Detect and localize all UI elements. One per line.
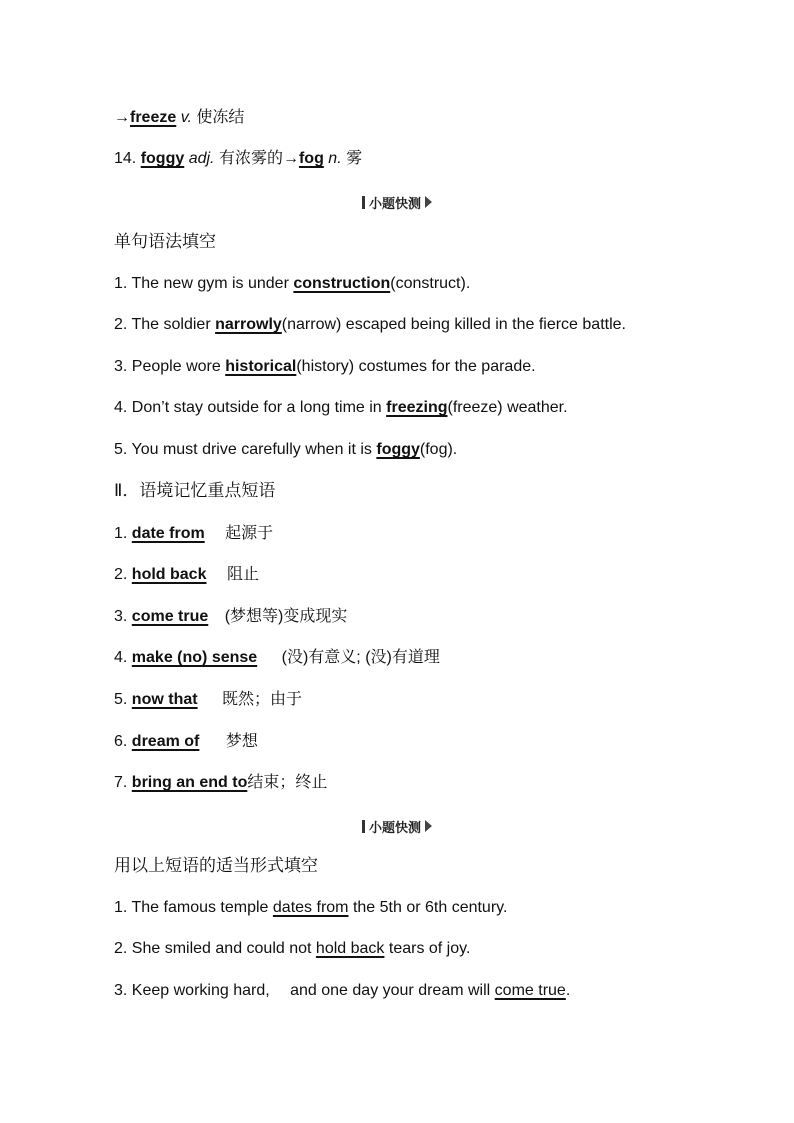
sentence-before: You must drive carefully when it is xyxy=(131,441,372,458)
quiz-tag xyxy=(357,817,437,835)
item-number: 2. xyxy=(114,316,128,333)
phrase: bring an end to xyxy=(131,774,248,791)
vocab-word: freeze xyxy=(130,109,177,126)
sentence-before: People wore xyxy=(131,358,221,375)
answer: dates from xyxy=(272,899,349,916)
item-number: 7. xyxy=(114,774,128,791)
item-number: 4. xyxy=(114,649,128,666)
item-number: 2. xyxy=(114,940,128,957)
phrase: hold back xyxy=(131,566,207,583)
answer: historical xyxy=(225,358,297,375)
phrases-heading: Ⅱ．语境记忆重点短语 xyxy=(114,481,276,500)
answer: foggy xyxy=(376,441,420,458)
vocab-line-freeze xyxy=(114,107,244,129)
phrase-item xyxy=(114,564,259,586)
answer: construction xyxy=(293,275,391,292)
phrase: make (no) sense xyxy=(131,649,258,666)
phrase-item xyxy=(114,647,440,669)
fill-heading: 用以上短语的适当形式填空 xyxy=(114,856,318,875)
tag-bar-icon xyxy=(362,196,365,209)
triangle-right-icon xyxy=(425,820,432,832)
grammar-item xyxy=(114,397,568,419)
phrase-item xyxy=(114,689,302,711)
grammar-item xyxy=(114,439,457,461)
item-number: 1. xyxy=(114,275,128,292)
phrase-item xyxy=(114,731,258,753)
phrase: dream of xyxy=(131,733,200,750)
sentence-after: the 5th or 6th century. xyxy=(352,899,508,916)
sentence-after: . xyxy=(565,982,571,999)
sentence-after: (fog). xyxy=(419,441,458,458)
item-number: 1. xyxy=(114,899,128,916)
item-number: 14. xyxy=(114,150,137,167)
sentence-before: The soldier xyxy=(131,316,211,333)
phrase: date from xyxy=(131,525,205,542)
tag-bar-icon xyxy=(362,820,365,833)
phrase-meaning: 既然；由于 xyxy=(222,691,303,708)
quiz-tag-label: 小题快测 xyxy=(368,195,421,211)
phrase-meaning: 梦想 xyxy=(225,733,258,750)
answer: freezing xyxy=(386,399,448,416)
item-number: 3. xyxy=(114,358,128,375)
phrase-item xyxy=(114,606,347,628)
vocab-line-foggy xyxy=(114,148,362,170)
vocab-word: foggy xyxy=(140,150,185,167)
item-number: 3. xyxy=(114,608,128,625)
sentence-after: (construct). xyxy=(390,275,471,292)
vocab-meaning: 有浓雾的 xyxy=(218,150,283,167)
sentence-after: tears of joy. xyxy=(388,940,471,957)
sentence-before: She smiled and could not xyxy=(131,940,312,957)
arrow: → xyxy=(282,150,299,167)
grammar-item xyxy=(114,273,470,295)
sentence-middle: and one day your dream will xyxy=(290,982,491,999)
sentence-after: (narrow) escaped being killed in the fierce battle. xyxy=(281,316,626,333)
phrase: now that xyxy=(131,691,198,708)
sentence-before: Don’t stay outside for a long time in xyxy=(131,399,382,416)
grammar-heading: 单句语法填空 xyxy=(114,232,216,251)
triangle-right-icon xyxy=(425,196,432,208)
phrase-item xyxy=(114,523,273,545)
fill-item xyxy=(114,980,570,1002)
sentence-after: (history) costumes for the parade. xyxy=(296,358,536,375)
grammar-item xyxy=(114,356,536,378)
part-of-speech-derived: n. xyxy=(328,150,342,167)
vocab-word-derived: fog xyxy=(298,150,324,167)
item-number: 3. xyxy=(114,982,128,999)
item-number: 6. xyxy=(114,733,128,750)
sentence-before: The famous temple xyxy=(131,899,269,916)
quiz-tag xyxy=(357,193,437,211)
vocab-meaning-derived: 雾 xyxy=(346,150,363,167)
grammar-item xyxy=(114,314,626,336)
answer: come true xyxy=(494,982,566,999)
part-of-speech: v. xyxy=(180,109,192,126)
fill-item xyxy=(114,938,470,960)
item-number: 5. xyxy=(114,691,128,708)
phrase-meaning: 阻止 xyxy=(226,566,259,583)
vocab-meaning: 使冻结 xyxy=(196,109,245,126)
phrase-meaning: (没)有意义; (没)有道理 xyxy=(281,649,440,666)
sentence-before: Keep working hard, xyxy=(131,982,270,999)
sentence-before: The new gym is under xyxy=(131,275,289,292)
answer: narrowly xyxy=(215,316,282,333)
phrase-meaning: 起源于 xyxy=(225,525,274,542)
item-number: 4. xyxy=(114,399,128,416)
part-of-speech: adj. xyxy=(188,150,215,167)
item-number: 5. xyxy=(114,441,128,458)
arrow: → xyxy=(114,109,130,126)
phrase-meaning: (梦想等)变成现实 xyxy=(224,608,348,625)
phrase-item xyxy=(114,772,327,794)
fill-item xyxy=(114,897,507,919)
quiz-tag-label: 小题快测 xyxy=(368,819,421,835)
answer: hold back xyxy=(315,940,385,957)
phrase-meaning: 结束；终止 xyxy=(247,774,328,791)
sentence-after: (freeze) weather. xyxy=(447,399,568,416)
item-number: 2. xyxy=(114,566,128,583)
item-number: 1. xyxy=(114,525,128,542)
phrase: come true xyxy=(131,608,209,625)
